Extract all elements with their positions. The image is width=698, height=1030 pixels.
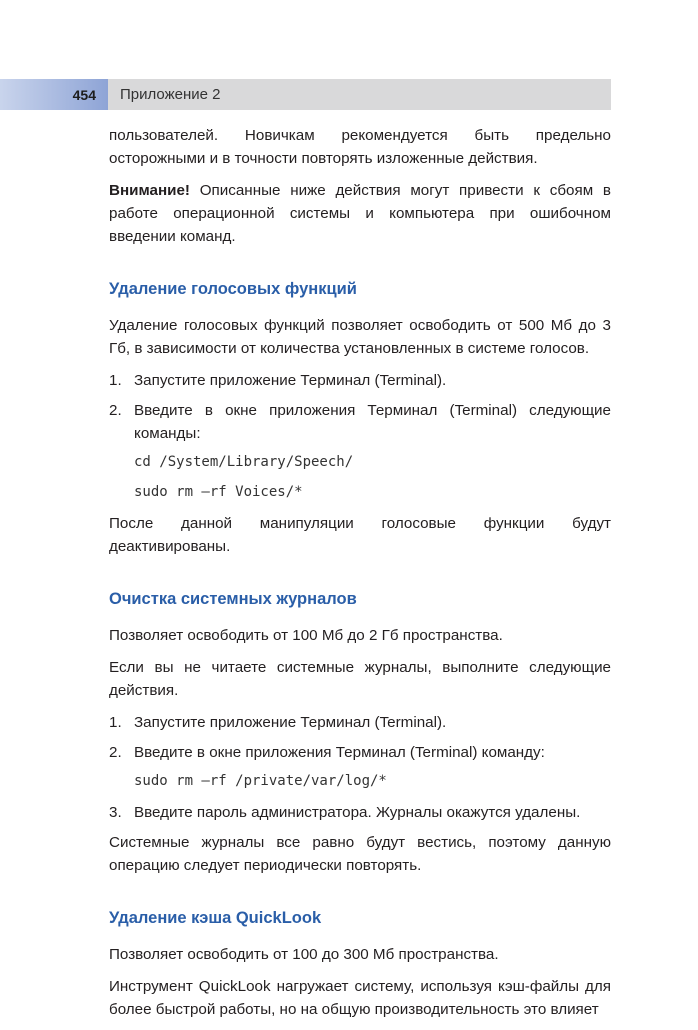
paragraph: Позволяет освободить от 100 до 300 Мб пространства. (109, 946, 499, 963)
paragraph: Позволяет освободить от 100 Мб до 2 Гб пространства. (109, 627, 503, 644)
section-heading-quicklook: Удаление кэша QuickLook (109, 909, 322, 927)
step-number: 3. (109, 804, 122, 821)
step-text: Запустите приложение Терминал (Terminal). (134, 372, 447, 389)
paragraph: После данной манипуляции голосовые функции будут деактивированы. (109, 515, 611, 555)
step-number: 2. (109, 402, 122, 419)
code-line: sudo rm –rf /private/var/log/* (134, 773, 387, 789)
step-text: Введите в окне приложения Терминал (Terminal) команду: (134, 744, 545, 761)
step-text: Введите в окне приложения Терминал (Terminal) следующие команды: (134, 402, 611, 442)
section-heading-voices: Удаление голосовых функций (109, 280, 357, 298)
code-line: cd /System/Library/Speech/ (134, 454, 354, 470)
code-block (134, 771, 611, 791)
page-header (0, 79, 611, 110)
page-number: 454 (0, 79, 108, 110)
paragraph: Если вы не читаете системные журналы, выполните следующие действия. (109, 659, 611, 699)
step-text: Запустите приложение Терминал (Terminal). (134, 714, 447, 731)
paragraph: Удаление голосовых функций позволяет освободить от 500 Мб до 3 Гб, в зависимости от количества установленных в системе голосов. (109, 317, 611, 357)
list-item (109, 801, 611, 824)
chapter-title: Приложение 2 (120, 86, 221, 103)
step-number: 1. (109, 714, 122, 731)
paragraph: Инструмент QuickLook нагружает систему, используя кэш-файлы для более быстрой работы, но на общую производительность это влияет (109, 978, 611, 1018)
warning-text: Описанные ниже действия могут привести к сбоям в работе операционной системы и компьютера при ошибочном введении команд. (109, 182, 611, 245)
step-number: 1. (109, 372, 122, 389)
list-item (109, 399, 611, 445)
page-body (109, 124, 611, 1030)
warning-paragraph (109, 179, 611, 248)
section-heading-logs: Очистка системных журналов (109, 590, 357, 608)
list-item (109, 711, 611, 734)
warning-label: Внимание! (109, 182, 190, 199)
paragraph: пользователей. Новичкам рекомендуется быть предельно осторожными и в точности повторять изложенные действия. (109, 127, 611, 167)
code-line: sudo rm –rf Voices/* (134, 484, 303, 500)
steps-list (109, 369, 611, 445)
step-text: Введите пароль администратора. Журналы окажутся удалены. (134, 804, 581, 821)
step-number: 2. (109, 744, 122, 761)
list-item (109, 741, 611, 764)
code-block (134, 452, 611, 502)
steps-list (109, 801, 611, 824)
paragraph: Системные журналы все равно будут вестись, поэтому данную операцию следует периодически повторять. (109, 834, 611, 874)
steps-list (109, 711, 611, 764)
list-item (109, 369, 611, 392)
